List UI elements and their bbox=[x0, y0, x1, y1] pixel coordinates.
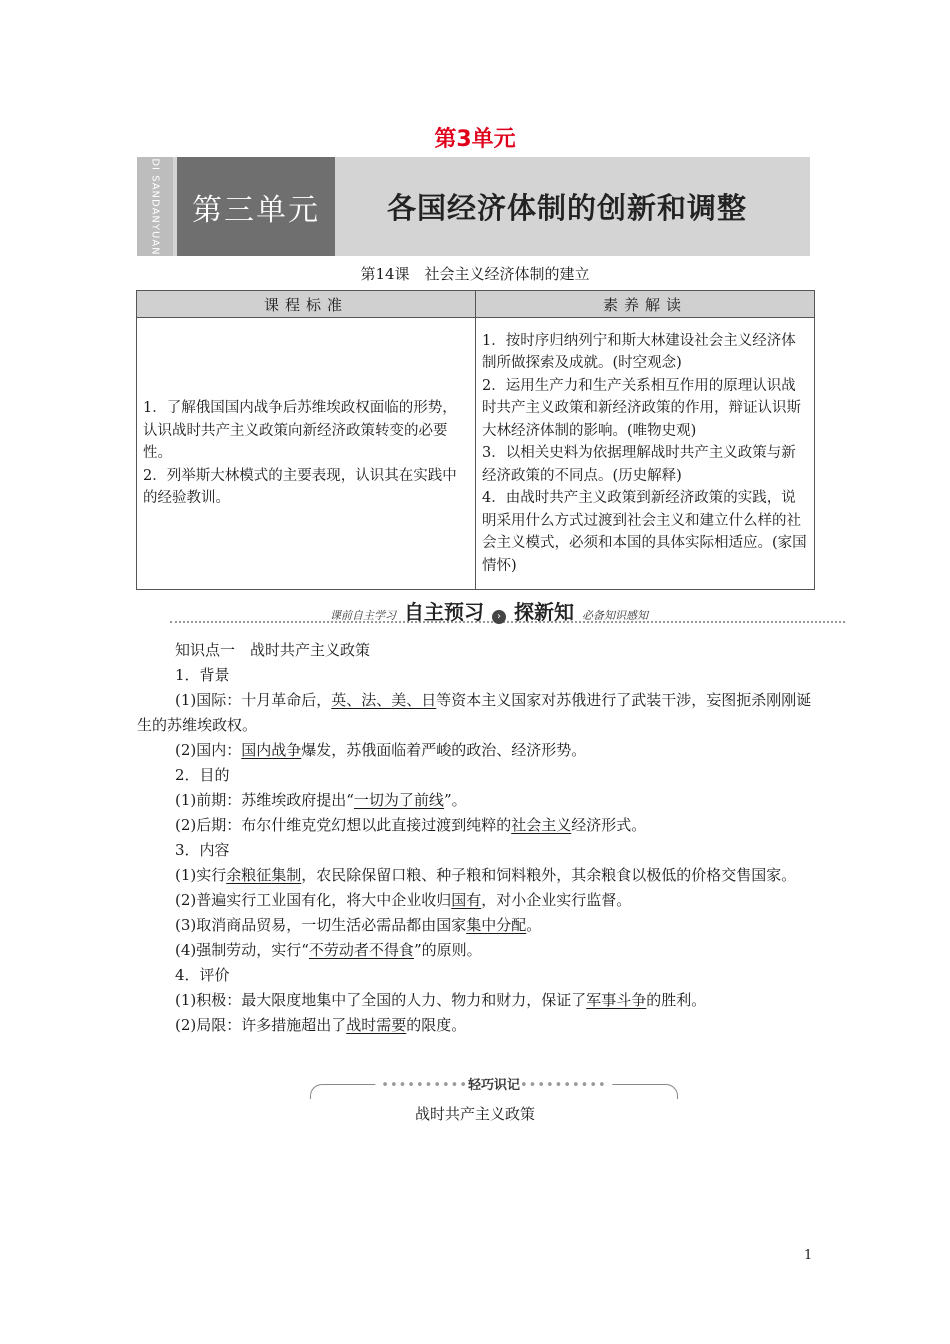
key-term: 集中分配 bbox=[466, 916, 527, 934]
banner-unit-label: 第三单元 bbox=[177, 157, 335, 256]
paragraph: (2)国内：国内战争爆发，苏俄面临着严峻的政治、经济形势。 bbox=[175, 741, 587, 759]
key-term: 一切为了前线 bbox=[353, 791, 444, 809]
paragraph: (1)国际：十月革命后，英、法、美、日等资本主义国家对苏俄进行了武装干涉，妄图扼杀刚刚诞生的苏维埃政权。 bbox=[137, 691, 812, 734]
banner-side-strip bbox=[137, 157, 173, 256]
table-header-literacy: 素养解读 bbox=[476, 291, 815, 318]
table-header-standards: 课程标准 bbox=[137, 291, 476, 318]
literacy-item: 2．运用生产力和生产关系相互作用的原理认识战时共产主义政策和新经济政策的作用，辩证认识斯大林经济体制的影响。(唯物史观) bbox=[482, 377, 801, 439]
key-term: 不劳动者不得食 bbox=[308, 941, 414, 959]
curriculum-standards-table bbox=[136, 290, 815, 590]
standard-item: 1．了解俄国国内战争后苏维埃政权面临的形势，认识战时共产主义政策向新经济政策转变的必要性。 bbox=[143, 400, 457, 462]
unit-banner bbox=[137, 157, 810, 256]
subheading: 2．目的 bbox=[175, 766, 230, 784]
key-term: 国有 bbox=[451, 891, 482, 909]
section-header-left: 课前自主学习 bbox=[330, 609, 396, 622]
key-term: 军事斗争 bbox=[586, 991, 647, 1009]
memory-tip-caption: 战时共产主义政策 bbox=[414, 1105, 535, 1123]
page-number: 1 bbox=[804, 1248, 813, 1263]
paragraph: (2)局限：许多措施超出了战时需要的限度。 bbox=[175, 1016, 467, 1034]
section-header bbox=[170, 596, 845, 622]
paragraph: (2)后期：布尔什维克党幻想以此直接过渡到纯粹的社会主义经济形式。 bbox=[175, 816, 647, 834]
banner-headline: 各国经济体制的创新和调整 bbox=[387, 191, 748, 225]
standard-item: 2．列举斯大林模式的主要表现，认识其在实践中的经验教训。 bbox=[143, 467, 457, 507]
key-term: 战时需要 bbox=[346, 1016, 407, 1034]
paragraph: (1)实行余粮征集制，农民除保留口粮、种子粮和饲料粮外，其余粮食以极低的价格交售国家。 bbox=[175, 866, 797, 884]
lesson-title: 第14课 社会主义经济体制的建立 bbox=[360, 265, 590, 283]
key-term: 余粮征集制 bbox=[226, 866, 302, 884]
table-cell-standards bbox=[137, 318, 476, 590]
arrow-icon: › bbox=[492, 610, 506, 624]
literacy-item: 3．以相关史料为依据理解战时共产主义政策与新经济政策的不同点。(历史解释) bbox=[482, 445, 796, 484]
literacy-item: 4．由战时共产主义政策到新经济政策的实践，说明采用什么方式过渡到社会主义和建立什么样的社会主义模式，必须和本国的具体实际相适应。(家国情怀) bbox=[482, 490, 807, 574]
key-term: 社会主义 bbox=[511, 816, 572, 834]
section-header-main-b: 探新知 bbox=[514, 600, 574, 624]
table-cell-literacy bbox=[476, 318, 815, 590]
content-body bbox=[137, 638, 815, 1038]
paragraph: (4)强制劳动，实行“不劳动者不得食”的原则。 bbox=[175, 941, 482, 959]
section-header-right: 必备知识感知 bbox=[582, 609, 648, 622]
subheading: 4．评价 bbox=[175, 966, 230, 984]
knowledge-point-title: 知识点一 战时共产主义政策 bbox=[175, 641, 371, 659]
unit-title: 第3单元 bbox=[434, 127, 516, 152]
subheading: 1．背景 bbox=[175, 666, 230, 684]
section-header-main-a: 自主预习 bbox=[404, 600, 484, 624]
key-term: 国内战争 bbox=[241, 741, 302, 759]
memory-tip-label: ••••••••••轻巧识记•••••••••• bbox=[375, 1074, 612, 1093]
paragraph: (1)前期：苏维埃政府提出“一切为了前线”。 bbox=[175, 791, 467, 809]
key-term: 英、法、美、日 bbox=[331, 691, 437, 709]
subheading: 3．内容 bbox=[175, 841, 230, 859]
paragraph: (2)普遍实行工业国有化，将大中企业收归国有，对小企业实行监督。 bbox=[175, 891, 632, 909]
banner-side-text: DI SANDANYUAN bbox=[149, 157, 161, 256]
literacy-item: 1．按时序归纳列宁和斯大林建设社会主义经济体制所做探索及成就。(时空观念) bbox=[482, 332, 796, 372]
paragraph: (1)积极：最大限度地集中了全国的人力、物力和财力，保证了军事斗争的胜利。 bbox=[175, 991, 707, 1009]
paragraph: (3)取消商品贸易，一切生活必需品都由国家集中分配。 bbox=[175, 916, 542, 934]
memory-tip-box bbox=[310, 1078, 678, 1096]
